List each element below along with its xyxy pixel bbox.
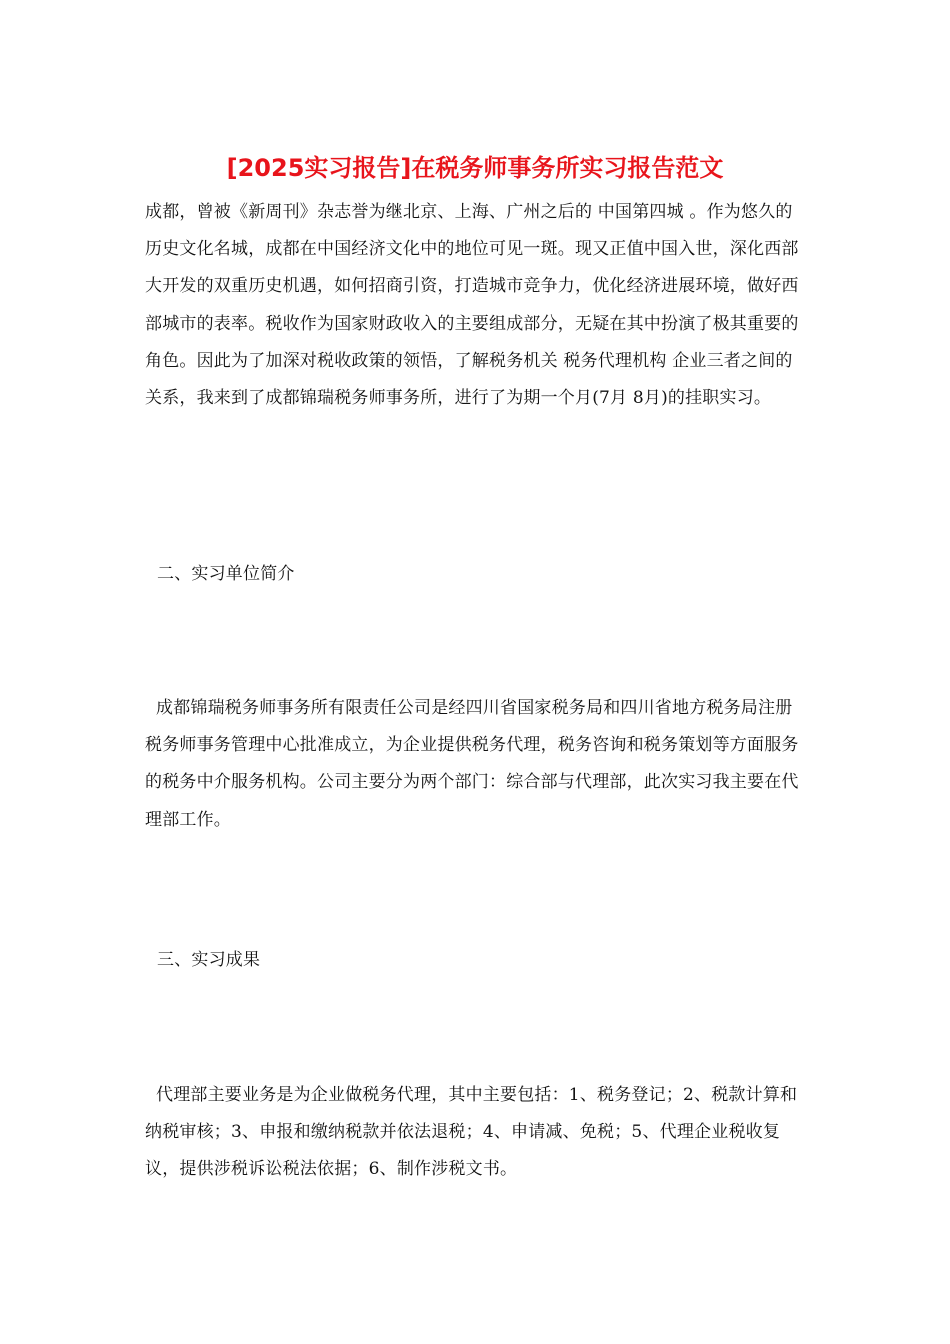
document-title: [2025实习报告]在税务师事务所实习报告范文: [226, 154, 724, 182]
unit-intro-paragraph: 成都锦瑞税务师事务所有限责任公司是经四川省国家税务局和四川省地方税务局注册税务师事务管理中心批准成立，为企业提供税务代理，税务咨询和税务策划等方面服务的税务中介服务机构。公司主要分为两个部门：综合部与代理部，此次实习我主要在代理部工作。: [145, 698, 799, 830]
results-paragraph: 代理部主要业务是为企业做税务代理，其中主要包括：1、税务登记；2、税款计算和纳税审核；3、申报和缴纳税款并依法退税；4、申请减、免税；5、代理企业税收复议，提供涉税诉讼税法依据；6、制作涉税文书。: [145, 1085, 798, 1180]
section-heading-results: 三、实习成果: [157, 950, 261, 970]
intro-paragraph: 成都，曾被《新周刊》杂志誉为继北京、上海、广州之后的 中国第四城 。作为悠久的历史文化名城，成都在中国经济文化中的地位可见一斑。现又正值中国入世，深化西部大开发的双重历史机遇，如何招商引资，打造城市竞争力，优化经济进展环境，做好西部城市的表率。税收作为国家财政收入的主要组成部分，无疑在其中扮演了极其重要的角色。因此为了加深对税收政策的领悟，了解税务机关 税务代理机构 企业三者之间的关系，我来到了成都锦瑞税务师事务所，进行了为期一个月(7月 8月)的挂职实习。: [145, 202, 799, 409]
section-heading-unit-intro: 二、实习单位简介: [157, 564, 295, 584]
